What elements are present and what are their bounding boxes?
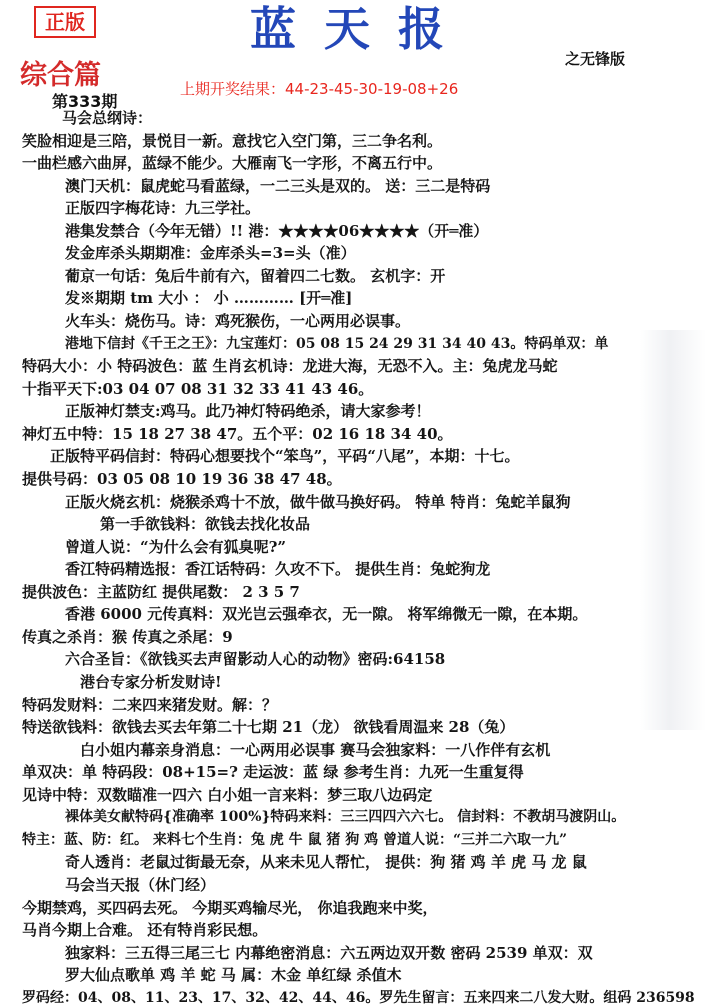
text-line: 澳门天机：鼠虎蛇马看蓝绿，一二三头是双的。 送：三二是特码	[65, 177, 491, 195]
text-line: 特码大小：小 特码波色：蓝 生肖玄机诗：龙进大海，无恐不入。主：兔虎龙马蛇	[22, 357, 558, 375]
text-line: 特送欲钱料：欲钱去买去年第二十七期 21（龙） 欲钱看周温来 28（兔）	[22, 718, 515, 736]
text-line: 今期禁鸡，买四码去死。 今期买鸡输尽光， 你追我跑来中奖，	[22, 899, 438, 917]
text-line: 曾道人说：“为什么会有狐臭呢?”	[65, 538, 287, 556]
last-draw-result: 上期开奖结果：44-23-45-30-19-08+26	[180, 80, 459, 98]
newspaper-title: 蓝 天 报	[250, 2, 451, 56]
text-line: 马肖今期上合难。 还有特肖彩民想。	[22, 921, 268, 939]
issue-number: 第333期	[52, 92, 118, 111]
text-line: 传真之杀肖：猴 传真之杀尾：9	[22, 628, 233, 646]
text-line: 笑脸相迎是三陪，景悦目一新。意找它入空门第，三二争名利。	[22, 132, 443, 150]
text-line: 港集发禁合（今年无错）!! 港：★★★★06★★★★（开═准）	[65, 222, 489, 240]
text-line: 六合圣旨：《欲钱买去声留影动人心的动物》密码:64158	[65, 650, 446, 668]
text-line: 提供波色：主蓝防红 提供尾数： 2 3 5 7	[22, 583, 300, 601]
poem-heading: 马会总纲诗：	[62, 109, 153, 127]
text-line: 正版火烧玄机：烧猴杀鸡十不放，做牛做马换好码。 特单 特肖：兔蛇羊鼠狗	[65, 493, 571, 511]
text-line: 发金库杀头期期准：金库杀头=3=头（准）	[65, 244, 356, 262]
text-line: 特主：蓝、防：红。 来料七个生肖：兔 虎 牛 鼠 猪 狗 鸡 曾道人说：“三并二六取一九”	[22, 832, 568, 848]
text-line: 神灯五中特：15 18 27 38 47。五个平：02 16 18 34 40。	[22, 425, 453, 443]
text-line: 火车头：烧伤马。诗：鸡死猴伤，一心两用必误事。	[65, 312, 411, 330]
text-line: 罗大仙点歌单 鸡 羊 蛇 马 属：木金 单红绿 杀值木	[65, 966, 402, 984]
text-line: 白小姐内幕亲身消息：一心两用必误事 赛马会独家料：一八作伴有玄机	[80, 741, 551, 759]
text-line: 正版特平码信封：特码心想要找个“笨鸟”，平码“八尾”，本期：十七。	[50, 447, 520, 465]
text-line: 香港 6000 元传真料：双光岂云强牵衣，无一隙。 将军绵微无一隙，在本期。	[65, 605, 588, 623]
edition-label: 之无锋版	[565, 50, 626, 68]
text-line: 独家料：三五得三尾三七 内幕绝密消息：六五两边双开数 密码 2539 单双：双	[65, 944, 593, 962]
text-line: 葡京一句话：兔后牛前有六，留着四二七数。 玄机字：开	[65, 267, 446, 285]
text-line: 第一手欲钱料：欲钱去找化妆品	[100, 515, 311, 533]
text-line: 马会当天报（休门经）	[65, 876, 216, 894]
text-line: 港地下信封《千王之王》：九宝莲灯：05 08 15 24 29 31 34 40 43。特码单双：单	[65, 336, 609, 352]
text-line: 见诗中特：双数瞄准一四六 白小姐一言来料：梦三取八边码定	[22, 786, 433, 804]
text-line: 一曲栏感六曲屏，蓝绿不能少。大雁南飞一字形，不离五行中。	[22, 154, 443, 172]
genuine-badge: 正版	[34, 6, 96, 38]
text-line: 裸体美女献特码{准确率 100%}特码来料：三三四四六六七。 信封料：不教胡马渡阴山。	[65, 809, 626, 825]
text-line: 十指平天下:03 04 07 08 31 32 33 41 43 46。	[22, 380, 374, 398]
text-line: 特码发财料：二来四来猪发财。解：？	[22, 696, 278, 714]
text-line: 香江特码精选报：香江话特码：久攻不下。 提供生肖：兔蛇狗龙	[65, 560, 491, 578]
text-line: 提供号码：03 05 08 10 19 36 38 47 48。	[22, 470, 342, 488]
text-line: 正版四字梅花诗：九三学社。	[65, 199, 261, 217]
scan-watermark	[640, 330, 706, 730]
text-line: 单双决：单 特码段：08+15=? 走运波：蓝 绿 参考生肖：九死一生重复得	[22, 763, 524, 781]
text-line: 港台专家分析发财诗!	[80, 673, 222, 691]
text-line: 奇人透肖：老鼠过街最无奈，从来未见人帮忙， 提供：狗 猪 鸡 羊 虎 马 龙 鼠	[65, 853, 587, 871]
text-line: 罗码经：04、08、11、23、17、32、42、44、46。罗先生留言：五来四来二八发大财。组码 236598	[22, 990, 695, 1006]
text-line: 发※期期 tm 大小 ： 小 ………… [开═准]	[65, 289, 353, 307]
text-line: 正版神灯禁支:鸡马。此乃神灯特码绝杀，请大家参考！	[65, 402, 431, 420]
section-heading: 综合篇	[20, 60, 101, 91]
